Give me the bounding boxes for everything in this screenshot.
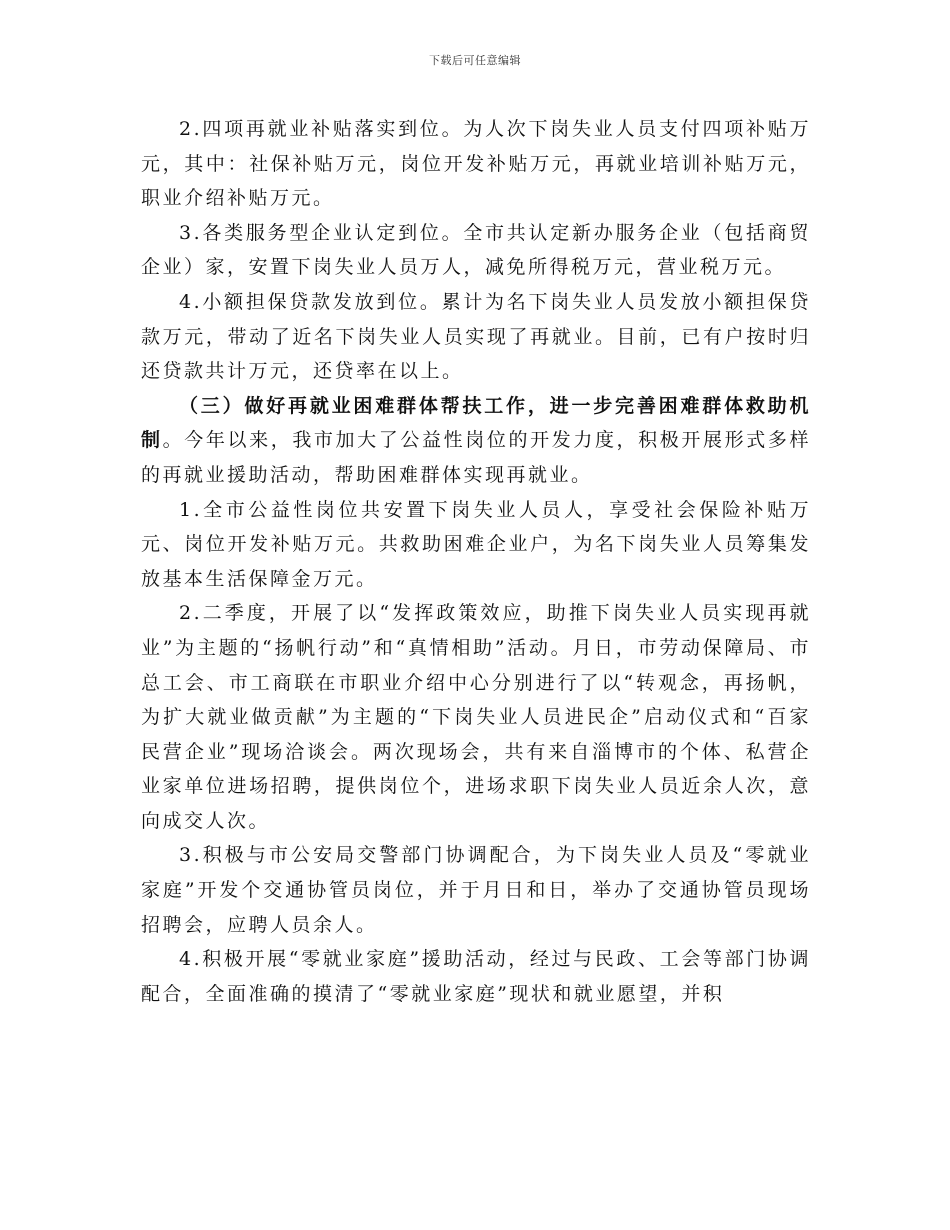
- section-heading-paragraph: [141, 389, 811, 493]
- paragraph-text: 3.各类服务型企业认定到位。全市共认定新办服务企业（包括商贸企业）家，安置下岗失业人员万人，减免所得税万元，营业税万元。: [141, 221, 811, 279]
- document-body: [141, 112, 811, 1011]
- paragraph-text: 2.二季度，开展了以“发挥政策效应，助推下岗失业人员实现再就业”为主题的“扬帆行动”和“真情相助”活动。月日，市劳动保障局、市总工会、市工商联在市职业介绍中心分别进行了以“转观念，再扬帆，为扩大就业做贡献”为主题的“下岗失业人员进民企”启动仪式和“百家民营企业”现场洽谈会。两次现场会，共有来自淄博市的个体、私营企业家单位进场招聘，提供岗位个，进场求职下岗失业人员近余人次，意向成交人次。: [141, 602, 811, 832]
- section-heading: （三）做好再就业困难群体帮扶工作，进一步完善困难群体救助机制: [141, 394, 811, 452]
- page-header: 下载后可任意编辑: [429, 54, 521, 67]
- paragraph-small-loans: [141, 285, 811, 389]
- paragraph-text: 2.四项再就业补贴落实到位。为人次下岗失业人员支付四项补贴万元，其中：社保补贴万元，岗位开发补贴万元，再就业培训补贴万元，职业介绍补贴万元。: [141, 118, 811, 210]
- paragraph-traffic-assistants: [141, 838, 811, 942]
- paragraph-service-enterprises: [141, 216, 811, 285]
- paragraph-text: 4.小额担保贷款发放到位。累计为名下岗失业人员发放小额担保贷款万元，带动了近名下岗失业人员实现了再就业。目前，已有户按时归还贷款共计万元，还贷率在以上。: [141, 290, 811, 383]
- paragraph-public-posts: [141, 493, 811, 597]
- paragraph-zero-employment: [141, 942, 811, 1011]
- paragraph-text: 1.全市公益性岗位共安置下岗失业人员人，享受社会保险补贴万元、岗位开发补贴万元。共救助困难企业户，为名下岗失业人员筹集发放基本生活保障金万元。: [141, 498, 811, 590]
- paragraph-subsidies: [141, 112, 811, 216]
- paragraph-text: 4.积极开展“零就业家庭”援助活动，经过与民政、工会等部门协调配合，全面准确的摸清了“零就业家庭”现状和就业愿望，并积: [141, 948, 811, 1005]
- paragraph-text: 3.积极与市公安局交警部门协调配合，为下岗失业人员及“零就业家庭”开发个交通协管员岗位，并于月日和日，举办了交通协管员现场招聘会，应聘人员余人。: [141, 844, 811, 936]
- paragraph-activities: [141, 596, 811, 838]
- paragraph-text: 。今年以来，我市加大了公益性岗位的开发力度，积极开展形式多样的再就业援助活动，帮助困难群体实现再就业。: [141, 429, 811, 486]
